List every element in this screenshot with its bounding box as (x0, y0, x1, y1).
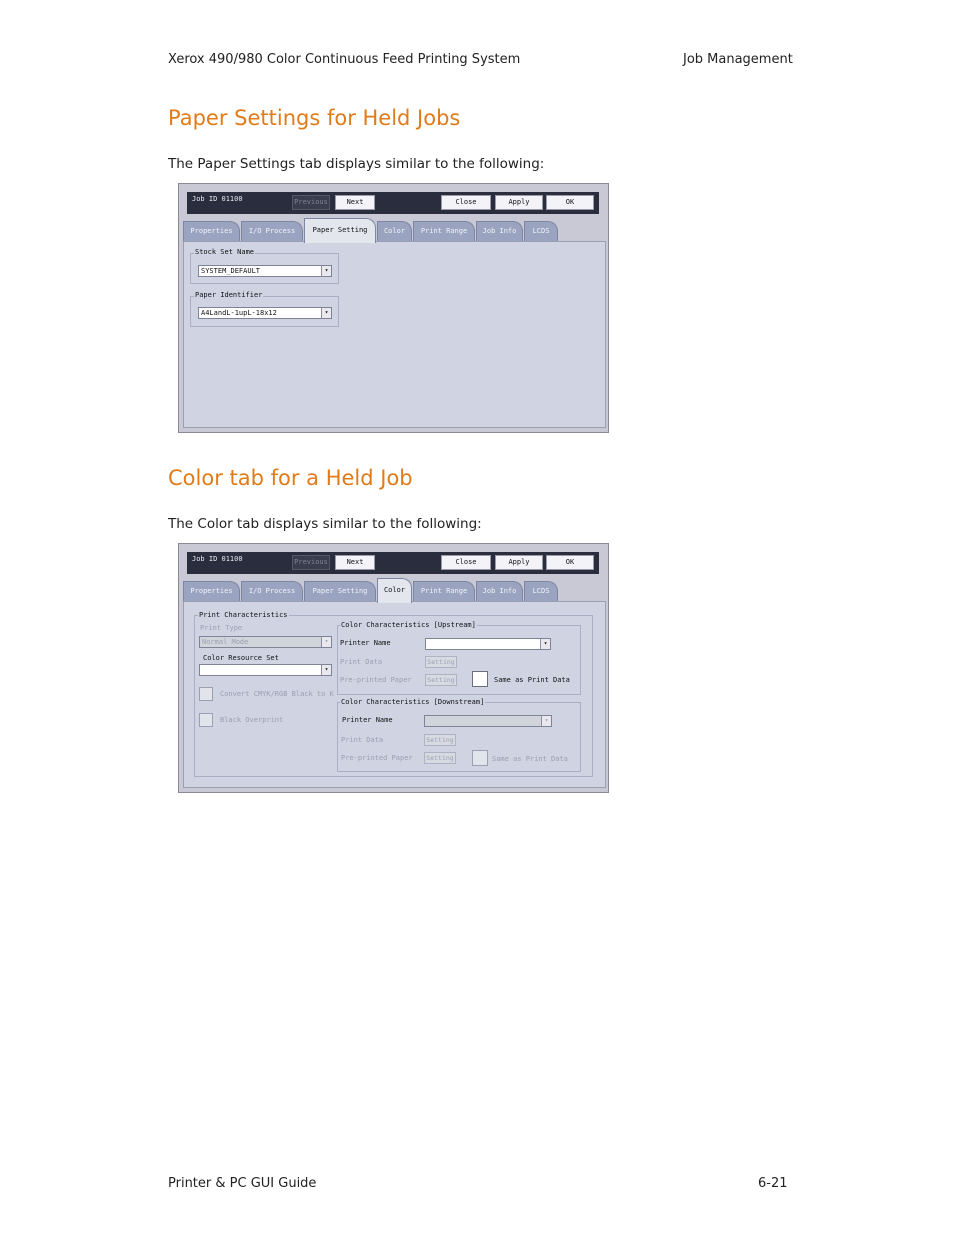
tab-color[interactable]: Color (377, 221, 412, 241)
tab-color[interactable]: Color (377, 578, 412, 603)
dropdown-arrow-icon: ▾ (321, 637, 331, 647)
dropdown-arrow-icon: ▾ (321, 266, 331, 276)
print-characteristics-title: Print Characteristics (199, 611, 288, 619)
upstream-print-data-setting-button[interactable]: Setting (425, 656, 457, 668)
tab-lcds[interactable]: LCDS (524, 221, 558, 241)
section-intro-paper-settings: The Paper Settings tab displays similar to the following: (168, 156, 545, 172)
upstream-printer-name-label: Printer Name (340, 639, 391, 647)
tab-lcds[interactable]: LCDS (524, 581, 558, 601)
page-header-right: Job Management (683, 52, 793, 67)
paper-identifier-group (190, 291, 339, 327)
stock-set-value: SYSTEM_DEFAULT (201, 267, 261, 275)
dropdown-arrow-icon: ▾ (540, 639, 550, 649)
tab-bar (183, 578, 603, 602)
print-type-select[interactable] (199, 636, 332, 648)
color-resource-set-label: Color Resource Set (203, 654, 279, 662)
downstream-preprinted-setting-button[interactable]: Setting (424, 752, 456, 764)
apply-button[interactable]: Apply (495, 195, 543, 210)
upstream-same-as-checkbox[interactable] (472, 671, 488, 687)
tab-paper-setting[interactable]: Paper Setting (304, 218, 376, 243)
dropdown-arrow-icon: ▾ (321, 665, 331, 675)
page-footer-left: Printer & PC GUI Guide (168, 1176, 317, 1191)
downstream-group (337, 698, 581, 772)
upstream-printer-name-select[interactable] (425, 638, 551, 650)
upstream-preprinted-setting-button[interactable]: Setting (425, 674, 457, 686)
downstream-print-data-setting-button[interactable]: Setting (424, 734, 456, 746)
stock-set-select[interactable] (198, 265, 332, 277)
color-panel (183, 601, 606, 788)
ok-button[interactable]: OK (546, 195, 594, 210)
upstream-same-as-label: Same as Print Data (494, 676, 570, 684)
job-id-label: Job ID 01100 (192, 555, 243, 563)
section-title-paper-settings: Paper Settings for Held Jobs (168, 106, 461, 130)
black-overprint-label: Black Overprint (220, 716, 284, 724)
downstream-print-data-label: Print Data (341, 736, 384, 744)
print-type-value: Normal Mode (202, 638, 249, 646)
dropdown-arrow-icon: ▾ (541, 716, 551, 726)
upstream-print-data-label: Print Data (340, 658, 383, 666)
downstream-printer-name-select[interactable] (424, 715, 552, 727)
close-button[interactable]: Close (441, 195, 491, 210)
paper-settings-screenshot (178, 183, 609, 433)
next-button[interactable]: Next (335, 555, 375, 570)
print-type-label: Print Type (200, 624, 243, 632)
downstream-printer-name-label: Printer Name (342, 716, 393, 724)
black-overprint-checkbox[interactable] (199, 713, 213, 727)
paper-identifier-label: Paper Identifier (195, 291, 263, 299)
upstream-preprinted-label: Pre-printed Paper (340, 676, 412, 684)
tab-print-range[interactable]: Print Range (413, 221, 475, 241)
apply-button[interactable]: Apply (495, 555, 543, 570)
previous-button[interactable]: Previous (292, 555, 330, 570)
tab-job-info[interactable]: Job Info (476, 221, 523, 241)
print-characteristics-group (194, 611, 593, 777)
previous-button[interactable]: Previous (292, 195, 330, 210)
tab-bar (183, 218, 603, 242)
upstream-group (337, 621, 581, 695)
tab-print-range[interactable]: Print Range (413, 581, 475, 601)
section-title-color-tab: Color tab for a Held Job (168, 466, 413, 490)
tab-io-process[interactable]: I/O Process (241, 581, 303, 601)
tab-paper-setting[interactable]: Paper Setting (304, 581, 376, 601)
job-id-label: Job ID 01100 (192, 195, 243, 203)
tab-job-info[interactable]: Job Info (476, 581, 523, 601)
window-toolbar (187, 192, 599, 214)
tab-properties[interactable]: Properties (183, 221, 240, 241)
tab-properties[interactable]: Properties (183, 581, 240, 601)
stock-set-label: Stock Set Name (195, 248, 255, 256)
ok-button[interactable]: OK (546, 555, 594, 570)
paper-identifier-select[interactable] (198, 307, 332, 319)
section-intro-color-tab: The Color tab displays similar to the following: (168, 516, 482, 532)
color-resource-set-select[interactable] (199, 664, 332, 676)
next-button[interactable]: Next (335, 195, 375, 210)
tab-io-process[interactable]: I/O Process (241, 221, 303, 241)
downstream-title: Color Characteristics [Downstream] (341, 698, 485, 706)
downstream-same-as-label: Same as Print Data (492, 755, 568, 763)
convert-black-checkbox[interactable] (199, 687, 213, 701)
downstream-same-as-checkbox[interactable] (472, 750, 488, 766)
downstream-preprinted-label: Pre-printed Paper (341, 754, 413, 762)
convert-black-label: Convert CMYK/RGB Black to K (220, 690, 334, 698)
page-header-left: Xerox 490/980 Color Continuous Feed Printing System (168, 52, 521, 67)
close-button[interactable]: Close (441, 555, 491, 570)
dropdown-arrow-icon: ▾ (321, 308, 331, 318)
paper-setting-panel (183, 241, 606, 428)
paper-identifier-value: A4LandL-1upL-18x12 (201, 309, 277, 317)
stock-set-group (190, 248, 339, 284)
color-tab-screenshot (178, 543, 609, 793)
page-number: 6-21 (758, 1176, 788, 1191)
upstream-title: Color Characteristics [Upstream] (341, 621, 476, 629)
window-toolbar (187, 552, 599, 574)
